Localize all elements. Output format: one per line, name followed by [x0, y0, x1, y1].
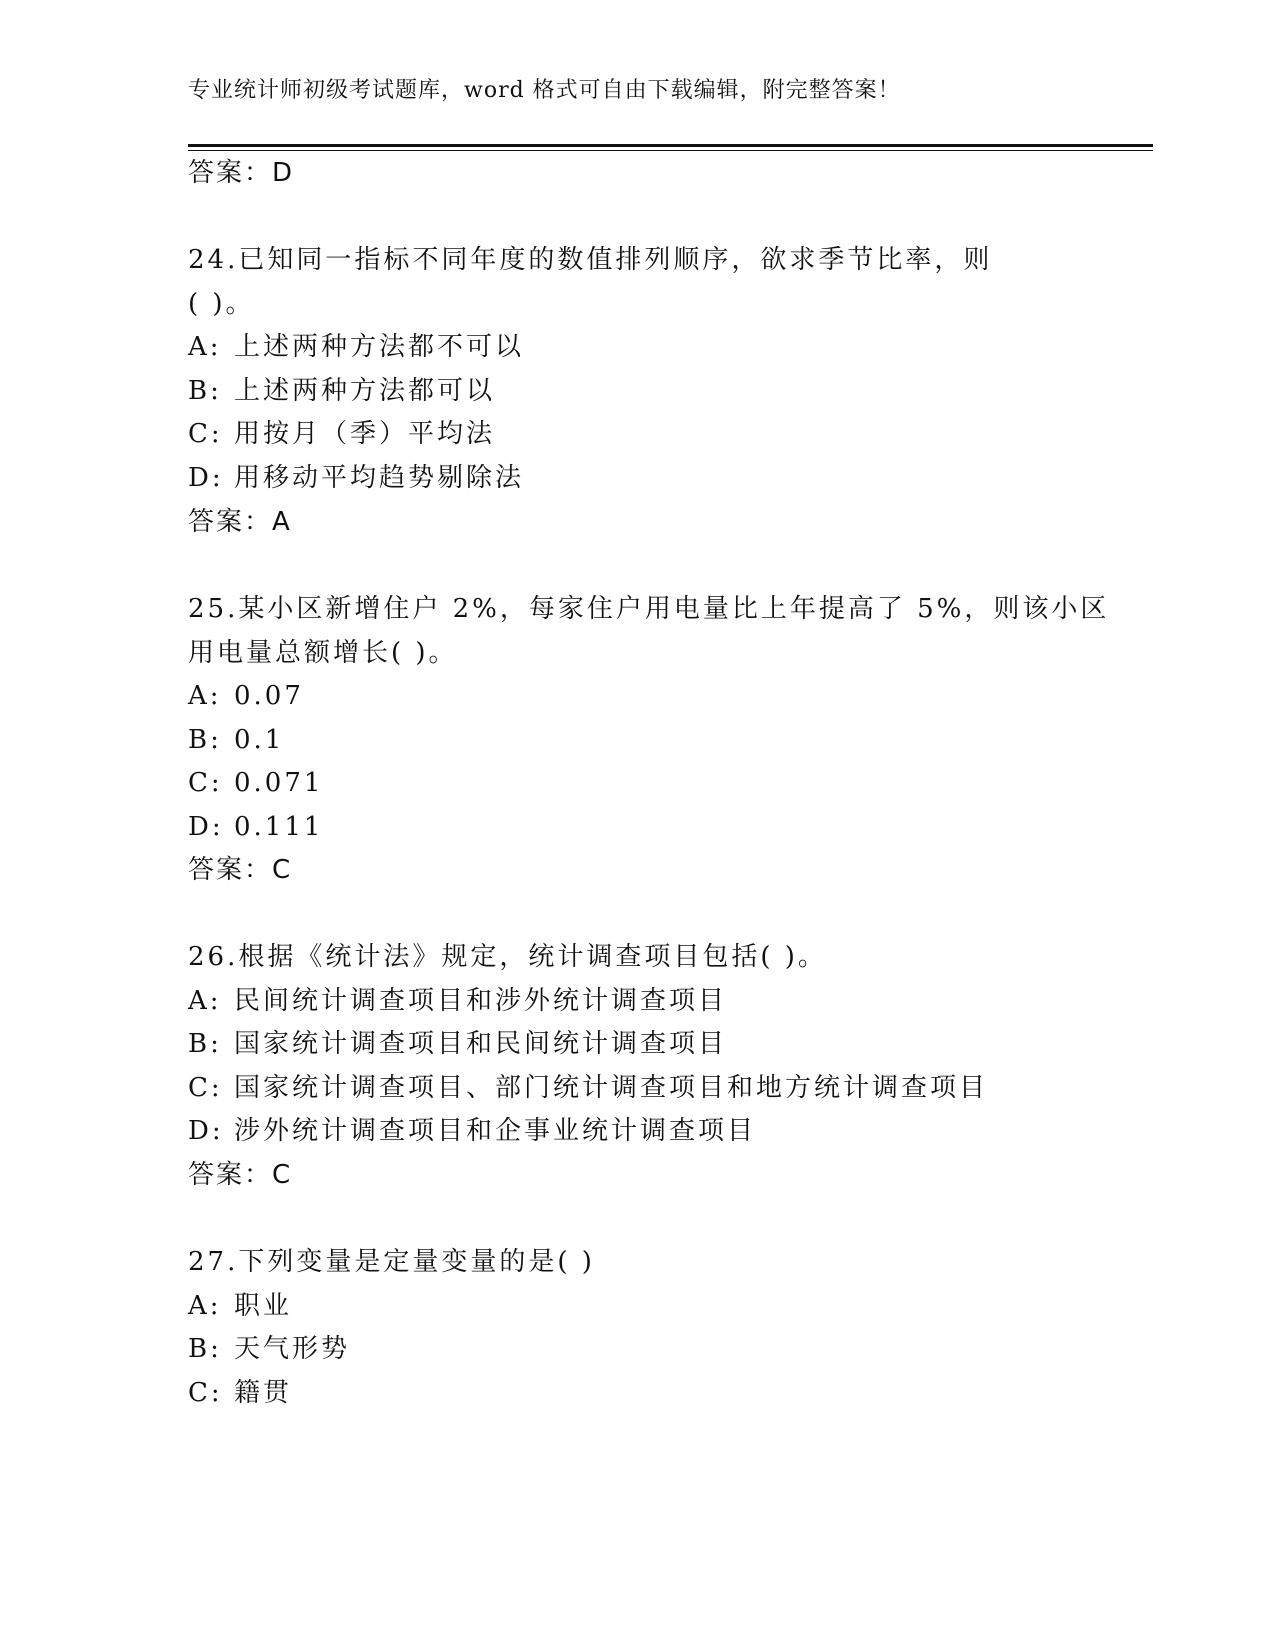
- question-25-option-b: [188, 723, 284, 757]
- option-text: 国家统计调查项目、部门统计调查项目和地方统计调查项目: [234, 1073, 989, 1103]
- question-26-stem-line1: 26.根据《统计法》规定，统计调查项目包括( )。: [188, 942, 827, 972]
- option-letter: D:: [188, 463, 224, 493]
- question-25-stem-line2: 用电量总额增长( )。: [188, 638, 458, 668]
- option-text: 0.07: [234, 681, 304, 711]
- answer-24: 答案：A: [188, 507, 292, 537]
- option-letter: A:: [188, 1291, 222, 1321]
- question-27-option-c: [188, 1376, 292, 1410]
- option-letter: B:: [188, 1334, 222, 1364]
- option-text: 用移动平均趋势剔除法: [234, 463, 525, 493]
- option-text: 0.071: [234, 768, 324, 798]
- option-text: 天气形势: [234, 1334, 351, 1364]
- question-25-option-a: [188, 679, 304, 713]
- answer-26: 答案：C: [188, 1160, 293, 1190]
- option-text: 民间统计调查项目和涉外统计调查项目: [234, 986, 728, 1016]
- option-letter: A:: [188, 332, 222, 362]
- option-letter: D:: [188, 812, 224, 842]
- answer-25: 答案：C: [188, 855, 293, 885]
- question-24-option-d: [188, 461, 524, 495]
- question-26-option-d: [188, 1114, 756, 1148]
- question-26-option-a: [188, 984, 727, 1018]
- answer-23: 答案：D: [188, 158, 295, 188]
- option-text: 籍贯: [234, 1378, 293, 1408]
- option-text: 0.1: [234, 725, 285, 755]
- question-24-option-b: [188, 374, 495, 408]
- page-header: 专业统计师初级考试题库，word 格式可自由下载编辑，附完整答案！: [188, 78, 901, 103]
- option-text: 国家统计调查项目和民间统计调查项目: [234, 1029, 728, 1059]
- header-rule-thick: [188, 144, 1153, 147]
- question-24-stem-line2: ( )。: [188, 289, 255, 319]
- option-text: 涉外统计调查项目和企事业统计调查项目: [234, 1116, 757, 1146]
- question-27-option-a: [188, 1289, 292, 1323]
- option-letter: B:: [188, 376, 222, 406]
- option-letter: C:: [188, 419, 223, 449]
- option-text: 用按月（季）平均法: [234, 419, 496, 449]
- question-26-option-c: [188, 1071, 988, 1105]
- question-25-stem-line1: 25.某小区新增住户 2%，每家住户用电量比上年提高了 5%，则该小区: [188, 594, 1110, 624]
- question-24-option-c: [188, 417, 495, 451]
- option-letter: B:: [188, 1029, 222, 1059]
- question-24-stem-line1: 24.已知同一指标不同年度的数值排列顺序，欲求季节比率，则: [188, 245, 993, 275]
- question-27-option-b: [188, 1332, 350, 1366]
- option-letter: C:: [188, 768, 223, 798]
- question-25-option-d: [188, 810, 323, 844]
- option-text: 上述两种方法都不可以: [234, 332, 525, 362]
- option-letter: C:: [188, 1378, 223, 1408]
- option-letter: D:: [188, 1116, 224, 1146]
- question-26-option-b: [188, 1027, 727, 1061]
- question-27-stem-line1: 27.下列变量是定量变量的是( ): [188, 1247, 595, 1277]
- option-letter: A:: [188, 986, 222, 1016]
- option-letter: C:: [188, 1073, 223, 1103]
- option-letter: A:: [188, 681, 222, 711]
- header-rule-thin: [188, 150, 1153, 151]
- question-24-option-a: [188, 330, 524, 364]
- option-letter: B:: [188, 725, 222, 755]
- option-text: 上述两种方法都可以: [234, 376, 496, 406]
- option-text: 职业: [234, 1291, 293, 1321]
- option-text: 0.111: [234, 812, 324, 842]
- question-25-option-c: [188, 766, 323, 800]
